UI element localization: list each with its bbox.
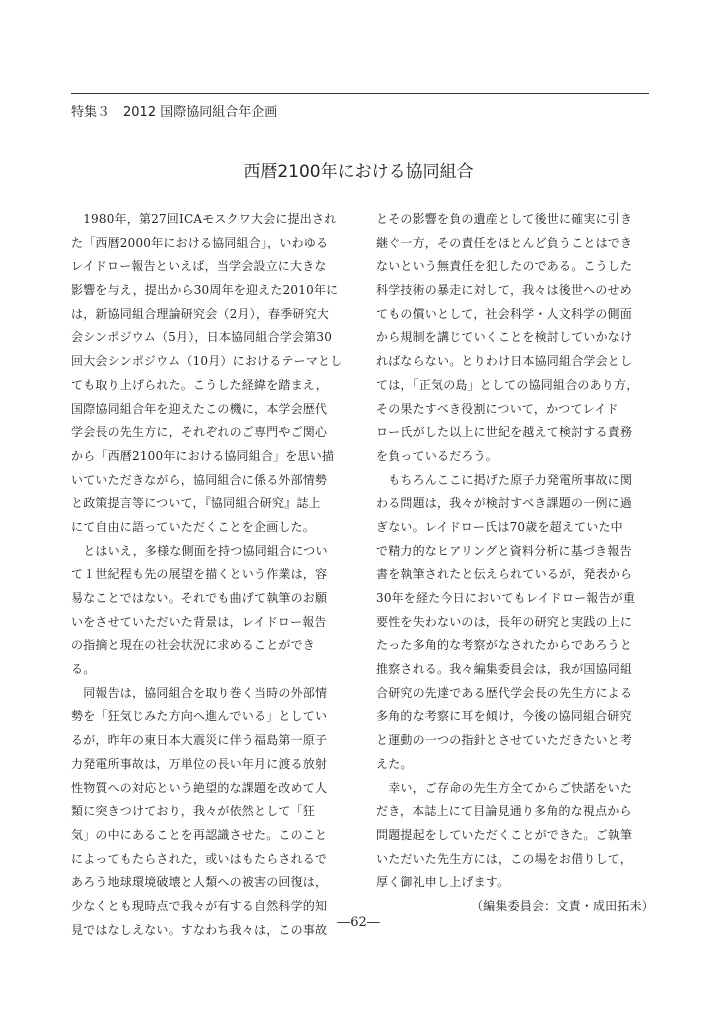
text-line: いただいた先生方には，この場をお借りして， bbox=[376, 851, 632, 866]
text-line: えた。 bbox=[376, 756, 413, 771]
text-line: 1980年，第27回ICAモスクワ大会に提出され bbox=[71, 212, 337, 226]
text-line: から「西暦2100年における協同組合」を思い描 bbox=[71, 448, 335, 463]
text-line: 多角的な考察に耳を傾け，今後の協同組合研究 bbox=[376, 709, 632, 724]
text-line: もちろんここに掲げた原子力発電所事故に関 bbox=[376, 472, 633, 487]
text-line: 同報告は，協同組合を取り巻く当時の外部情 bbox=[71, 685, 328, 700]
text-line: るが，昨年の東日本大震災に伴う福島第一原子 bbox=[71, 733, 328, 748]
text-line: 幸い，ご存命の先生方全てからご快諾をいた bbox=[376, 780, 633, 795]
text-line: て１世紀程も先の展望を描くという作業は，容 bbox=[71, 567, 328, 582]
right-column bbox=[376, 208, 654, 919]
text-line: によってもたらされた，或いはもたらされるで bbox=[71, 851, 328, 866]
text-line: を負っているだろう。 bbox=[376, 448, 499, 463]
text-line: ぎない。レイドロー氏は70歳を超えていた中 bbox=[376, 519, 623, 534]
text-line: ればならない。とりわけ日本協同組合学会とし bbox=[376, 354, 633, 369]
text-line: 力発電所事故は，万単位の長い年月に渡る放射 bbox=[71, 756, 328, 771]
text-line: 継ぐ一方，その責任をほとんど負うことはでき bbox=[376, 235, 633, 250]
text-line: 問題提起をしていただくことができた。ご執筆 bbox=[376, 827, 633, 842]
text-line: レイドロー報告といえば，当学会設立に大きな bbox=[71, 259, 327, 274]
left-column bbox=[71, 208, 349, 942]
text-line: と運動の一つの指針とさせていただきたいと考 bbox=[376, 733, 633, 748]
text-line: わる問題は，我々が検討すべき課題の一例に過 bbox=[376, 496, 632, 511]
text-line: 科学技術の暴走に対して，我々は後世へのせめ bbox=[376, 283, 632, 298]
text-line: ないという無責任を犯したのである。こうした bbox=[376, 259, 633, 274]
editorial-signature: （編集委員会：文責・成田拓未） bbox=[470, 898, 654, 913]
text-line: 30年を経た今日においてもレイドロー報告が重 bbox=[376, 591, 636, 605]
text-line: とその影響を負の遺産として後世に確実に引き bbox=[376, 212, 633, 226]
text-line: ては，「正気の島」としての協同組合のあり方， bbox=[376, 377, 639, 392]
text-line: 会シンポジウム（5月），日本協同組合学会第30 bbox=[71, 330, 333, 345]
text-line: は，新協同組合理論研究会（2月），春季研究大 bbox=[71, 306, 330, 321]
text-line: と政策提言等について，『協同組合研究』誌上 bbox=[71, 496, 321, 511]
text-line: 合研究の先達である歴代学会長の先生方による bbox=[376, 685, 633, 700]
text-line: だき，本誌上にて目論見通り多角的な視点から bbox=[376, 804, 632, 819]
text-line: る。 bbox=[71, 662, 96, 677]
text-line: ロー氏がした以上に世紀を越えて検討する責務 bbox=[376, 425, 633, 440]
text-line: その果たすべき役割について，かつてレイド bbox=[376, 401, 619, 416]
text-line: にて自由に語っていただくことを企画した。 bbox=[71, 519, 316, 534]
text-line: あろう地球環境破壊と人類への被害の回復は， bbox=[71, 875, 328, 890]
text-line: 類に突きつけており，我々が依然として「狂 bbox=[71, 804, 316, 819]
text-line: 性物質への対応という絶望的な課題を改めて人 bbox=[71, 780, 328, 795]
text-line: 厚く御礼申し上げます。 bbox=[376, 875, 510, 890]
text-line: た「西暦2000年における協同組合」，いわゆる bbox=[71, 235, 329, 250]
text-line: 易なことではない。それでも曲げて執筆のお願 bbox=[71, 591, 328, 605]
section-label: 特集３ 2012 国際協同組合年企画 bbox=[71, 105, 278, 120]
text-line: とはいえ，多様な側面を持つ協同組合につい bbox=[71, 543, 328, 558]
page-number: ―62― bbox=[337, 915, 380, 930]
header-rule bbox=[71, 93, 649, 94]
text-line: いていただきながら，協同組合に係る外部情勢 bbox=[71, 472, 328, 487]
text-line: 気」の中にあることを再認識させた。このこと bbox=[71, 827, 328, 842]
text-line: で精力的なヒアリングと資料分析に基づき報告 bbox=[376, 543, 632, 558]
text-line: 影響を与え，提出から30周年を迎えた2010年に bbox=[71, 283, 339, 298]
text-line: 推察される。我々編集委員会は，我が国協同組 bbox=[376, 662, 633, 677]
text-line: ても取り上げられた。こうした経緯を踏まえ， bbox=[71, 377, 328, 392]
text-line: 国際協同組合年を迎えたこの機に，本学会歴代 bbox=[71, 401, 328, 416]
text-line: 少なくとも現時点で我々が有する自然科学的知 bbox=[71, 898, 328, 913]
text-line: から規制を講じていくことを検討していかなけ bbox=[376, 330, 633, 345]
text-line: 回大会シンポジウム（10月）におけるテーマとし bbox=[71, 354, 343, 369]
article-title: 西暦2100年における協同組合 bbox=[243, 162, 474, 182]
text-line: の指摘と現在の社会状況に求めることができ bbox=[71, 638, 316, 653]
text-line: てもの償いとして，社会科学・人文科学の側面 bbox=[376, 306, 632, 321]
text-line: 勢を「狂気じみた方向へ進んでいる」としてい bbox=[71, 709, 328, 724]
text-line: 見ではなしえない。すなわち我々は，この事故 bbox=[71, 922, 328, 937]
text-line: いをさせていただいた背景は，レイドロー報告 bbox=[71, 614, 327, 629]
text-line: たった多角的な考察がなされたからであろうと bbox=[376, 638, 633, 653]
text-line: 要性を失わないのは，長年の研究と実践の上に bbox=[376, 614, 633, 629]
text-line: 書を執筆されたと伝えられているが，発表から bbox=[376, 567, 633, 582]
text-line: 学会長の先生方に，それぞれのご専門やご関心 bbox=[71, 425, 328, 440]
